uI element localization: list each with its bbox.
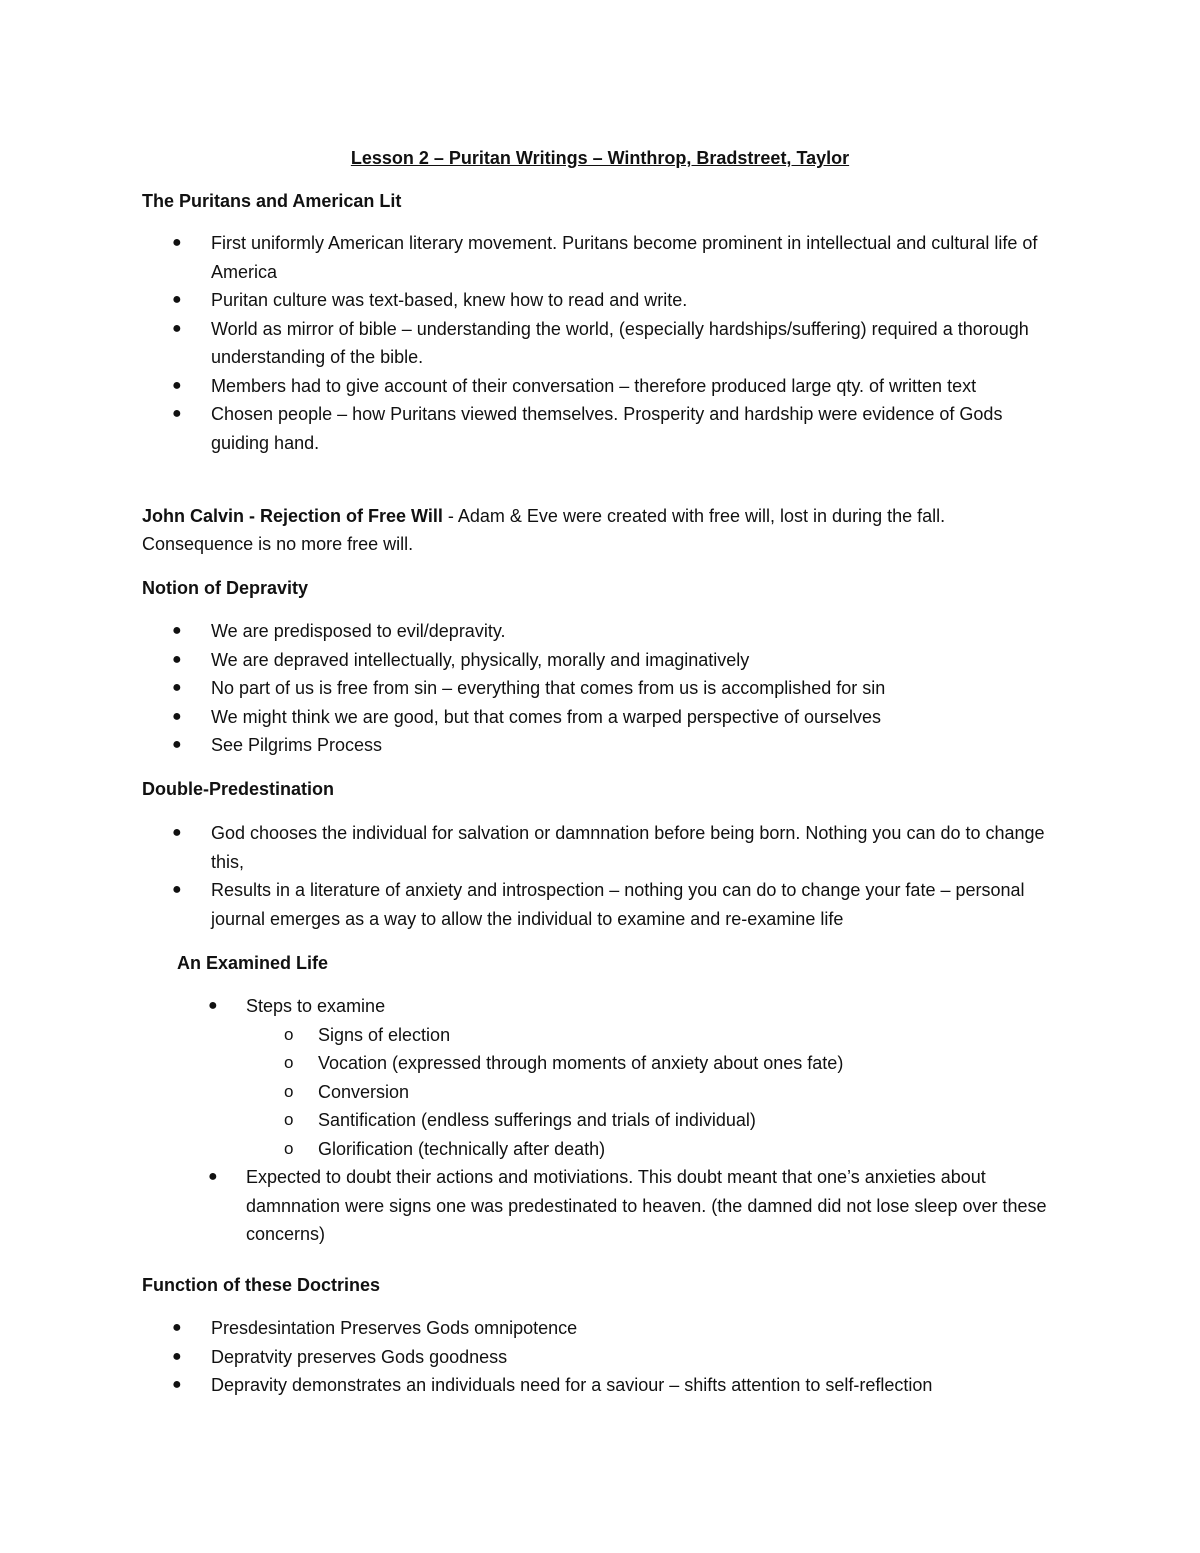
sub-list-item: o Santification (endless sufferings and trials of individual) [0,1106,1200,1135]
sub-list-item: o Signs of election [0,1021,1200,1050]
bullet-icon: ● [172,622,182,639]
list-item: ● Members had to give account of their conversation – therefore produced large qty. of written text [0,372,1200,401]
heading-function: Function of these Doctrines [142,1275,381,1295]
calvin-paragraph [142,502,1042,558]
bullet-icon: ● [172,234,182,251]
list-item: ● Depravity demonstrates an individuals need for a saviour – shifts attention to self-reflection [0,1371,1200,1400]
heading-puritans: The Puritans and American Lit [142,191,402,211]
list-item: ● Expected to doubt their actions and motiviations. This doubt meant that one’s anxieties about damnnation were signs one was predestinated to heaven. (the damned did not lose sleep over these concerns) [0,1163,1200,1249]
bullet-icon: ● [172,650,182,668]
calvin-text: - Adam & Eve were created with free will, lost in during the fall. Consequence is no more free will. [142,506,946,554]
bullet-icon: ● [208,997,218,1014]
list-item: ● We might think we are good, but that comes from a warped perspective of ourselves [0,703,1200,732]
bullet-icon: ● [172,707,182,725]
sub-list-item: o Vocation (expressed through moments of anxiety about ones fate) [0,1049,1200,1078]
bullet-icon: ● [172,824,182,841]
list-item: ● Puritan culture was text-based, knew how to read and write. [0,286,1200,315]
list-item: ● We are predisposed to evil/depravity. [0,617,1200,646]
calvin-bold-lead: John Calvin - Rejection of Free Will [142,506,443,526]
list-item: ● Presdesintation Preserves Gods omnipotence [0,1314,1200,1343]
list-item: ● Results in a literature of anxiety and introspection – nothing you can do to change your fate – personal journal emerges as a way to allow the individual to examine and re-examine life [0,876,1200,933]
bullet-icon: ● [172,1376,182,1393]
list-puritans [0,229,1200,457]
heading-predestination: Double-Predestination [142,779,335,799]
circle-bullet-icon: o [284,1024,294,1044]
bullet-icon: ● [172,376,182,394]
bullet-icon: ● [172,291,182,308]
bullet-icon: ● [172,679,182,696]
heading-examined-life: An Examined Life [177,953,329,973]
list-item: ● First uniformly American literary movement. Puritans become prominent in intellectual and cultural life of America [0,229,1200,286]
list-function [0,1314,1200,1400]
circle-bullet-icon: o [284,1110,294,1129]
list-item: ● See Pilgrims Process [0,731,1200,760]
bullet-icon: ● [172,319,182,337]
list-item: ● No part of us is free from sin – everything that comes from us is accomplished for sin [0,674,1200,703]
bullet-icon: ● [172,1347,182,1365]
sub-list-item: o Conversion [0,1078,1200,1107]
circle-bullet-icon: o [284,1053,294,1072]
bullet-icon: ● [172,405,182,422]
bullet-icon: ● [208,1168,218,1185]
list-item: ● We are depraved intellectually, physically, morally and imaginatively [0,646,1200,675]
list-item: ● Depratvity preserves Gods goodness [0,1343,1200,1372]
list-predestination [0,819,1200,933]
bullet-icon: ● [172,736,182,753]
list-item: ● Steps to examine [0,992,1200,1021]
heading-depravity: Notion of Depravity [142,578,309,598]
page-title: Lesson 2 – Puritan Writings – Winthrop, Bradstreet, Taylor [350,148,850,168]
list-item: ● World as mirror of bible – understanding the world, (especially hardships/suffering) required a thorough understanding of the bible. [0,315,1200,372]
bullet-icon: ● [172,1319,182,1336]
circle-bullet-icon: o [284,1081,294,1101]
bullet-icon: ● [172,881,182,898]
list-depravity [0,617,1200,760]
sub-list-item: o Glorification (technically after death) [0,1135,1200,1164]
list-examined-life [0,992,1200,1249]
list-item: ● Chosen people – how Puritans viewed themselves. Prosperity and hardship were evidence of Gods guiding hand. [0,400,1200,457]
list-item: ● God chooses the individual for salvation or damnnation before being born. Nothing you can do to change this, [0,819,1200,876]
circle-bullet-icon: o [284,1138,294,1158]
